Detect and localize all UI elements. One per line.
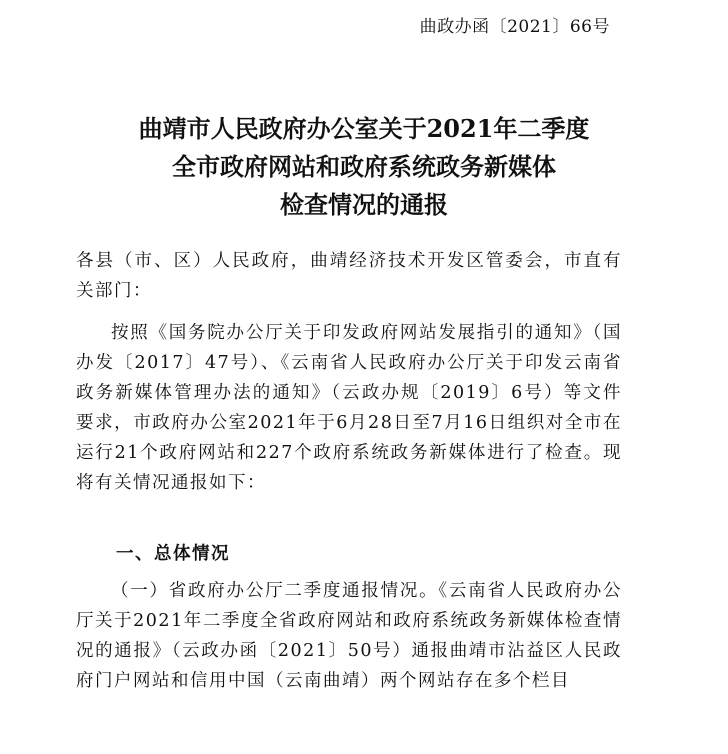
section-heading: 一、总体情况 [116,544,230,564]
title-line-1: 曲靖市人民政府办公室关于2021年二季度 [138,114,590,143]
body-paragraph-1: 按照《国务院办公厅关于印发政府网站发展指引的通知》（国办发〔2017〕47号）、《云南省人民政府办公厅关于印发云南省政务新媒体管理办法的通知》（云政办规〔2019〕6号）等文件要求，市政府办公室2021年于6月28日至7月16日组织对全市在运行21个政府网站和227个政府系统政务新媒体进行了检查。现将有关情况通报如下： [76,323,622,493]
title-line-3: 检查情况的通报 [280,190,448,219]
document-title [0,110,728,224]
salutation: 各县（市、区）人民政府，曲靖经济技术开发区管委会，市直有关部门： [76,251,622,301]
title-line-2: 全市政府网站和政府系统政务新媒体 [172,152,556,181]
body-paragraph-2: （一）省政府办公厅二季度通报情况。《云南省人民政府办公厅关于2021年二季度全省政府网站和政府系统政务新媒体检查情况的通报》（云政办函〔2021〕50号）通报曲靖市沾益区人民政府门户网站和信用中国（云南曲靖）两个网站存在多个栏目 [76,581,622,691]
document-number: 曲政办函〔2021〕66号 [419,17,610,37]
